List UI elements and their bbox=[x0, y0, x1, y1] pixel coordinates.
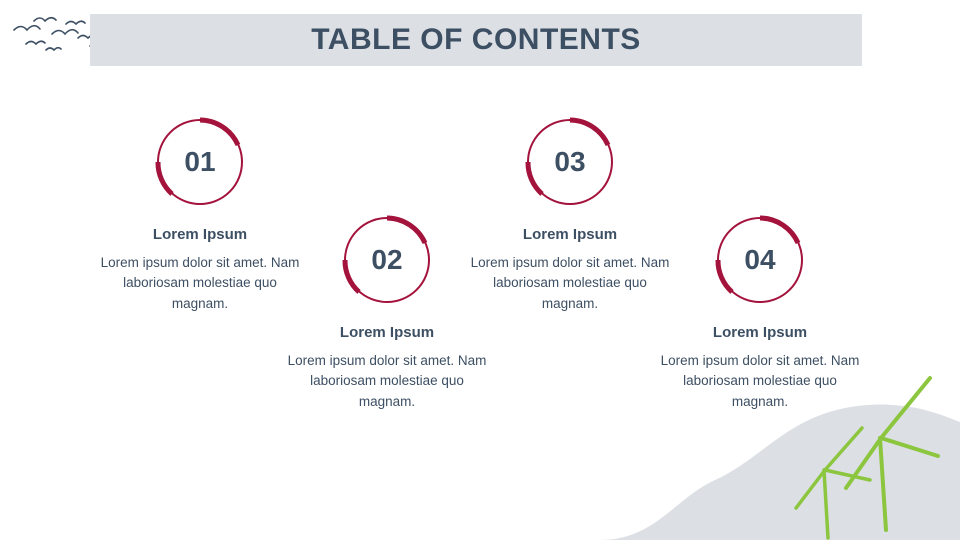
hill-shape bbox=[600, 405, 960, 540]
number-ring-02 bbox=[337, 210, 437, 310]
item-title: Lorem Ipsum bbox=[712, 324, 808, 341]
scenery-decoration bbox=[600, 360, 960, 540]
number-ring-04 bbox=[710, 210, 810, 310]
page-title: TABLE OF CONTENTS bbox=[311, 23, 641, 56]
item-title: Lorem Ipsum bbox=[339, 324, 435, 341]
number-ring-03 bbox=[520, 112, 620, 212]
item-number: 02 bbox=[371, 244, 403, 275]
item-title: Lorem Ipsum bbox=[522, 226, 618, 243]
item-number: 01 bbox=[184, 146, 216, 177]
item-description: Lorem ipsum dolor sit amet. Nam laboriosam molestiae quo magnam. bbox=[660, 353, 860, 409]
item-number: 04 bbox=[744, 244, 776, 275]
number-ring-01 bbox=[150, 112, 250, 212]
item-number: 03 bbox=[554, 146, 586, 177]
item-title: Lorem Ipsum bbox=[152, 226, 248, 243]
item-description: Lorem ipsum dolor sit amet. Nam laboriosam molestiae quo magnam. bbox=[470, 255, 670, 311]
item-description: Lorem ipsum dolor sit amet. Nam laboriosam molestiae quo magnam. bbox=[287, 353, 487, 409]
item-description: Lorem ipsum dolor sit amet. Nam laboriosam molestiae quo magnam. bbox=[100, 255, 300, 311]
